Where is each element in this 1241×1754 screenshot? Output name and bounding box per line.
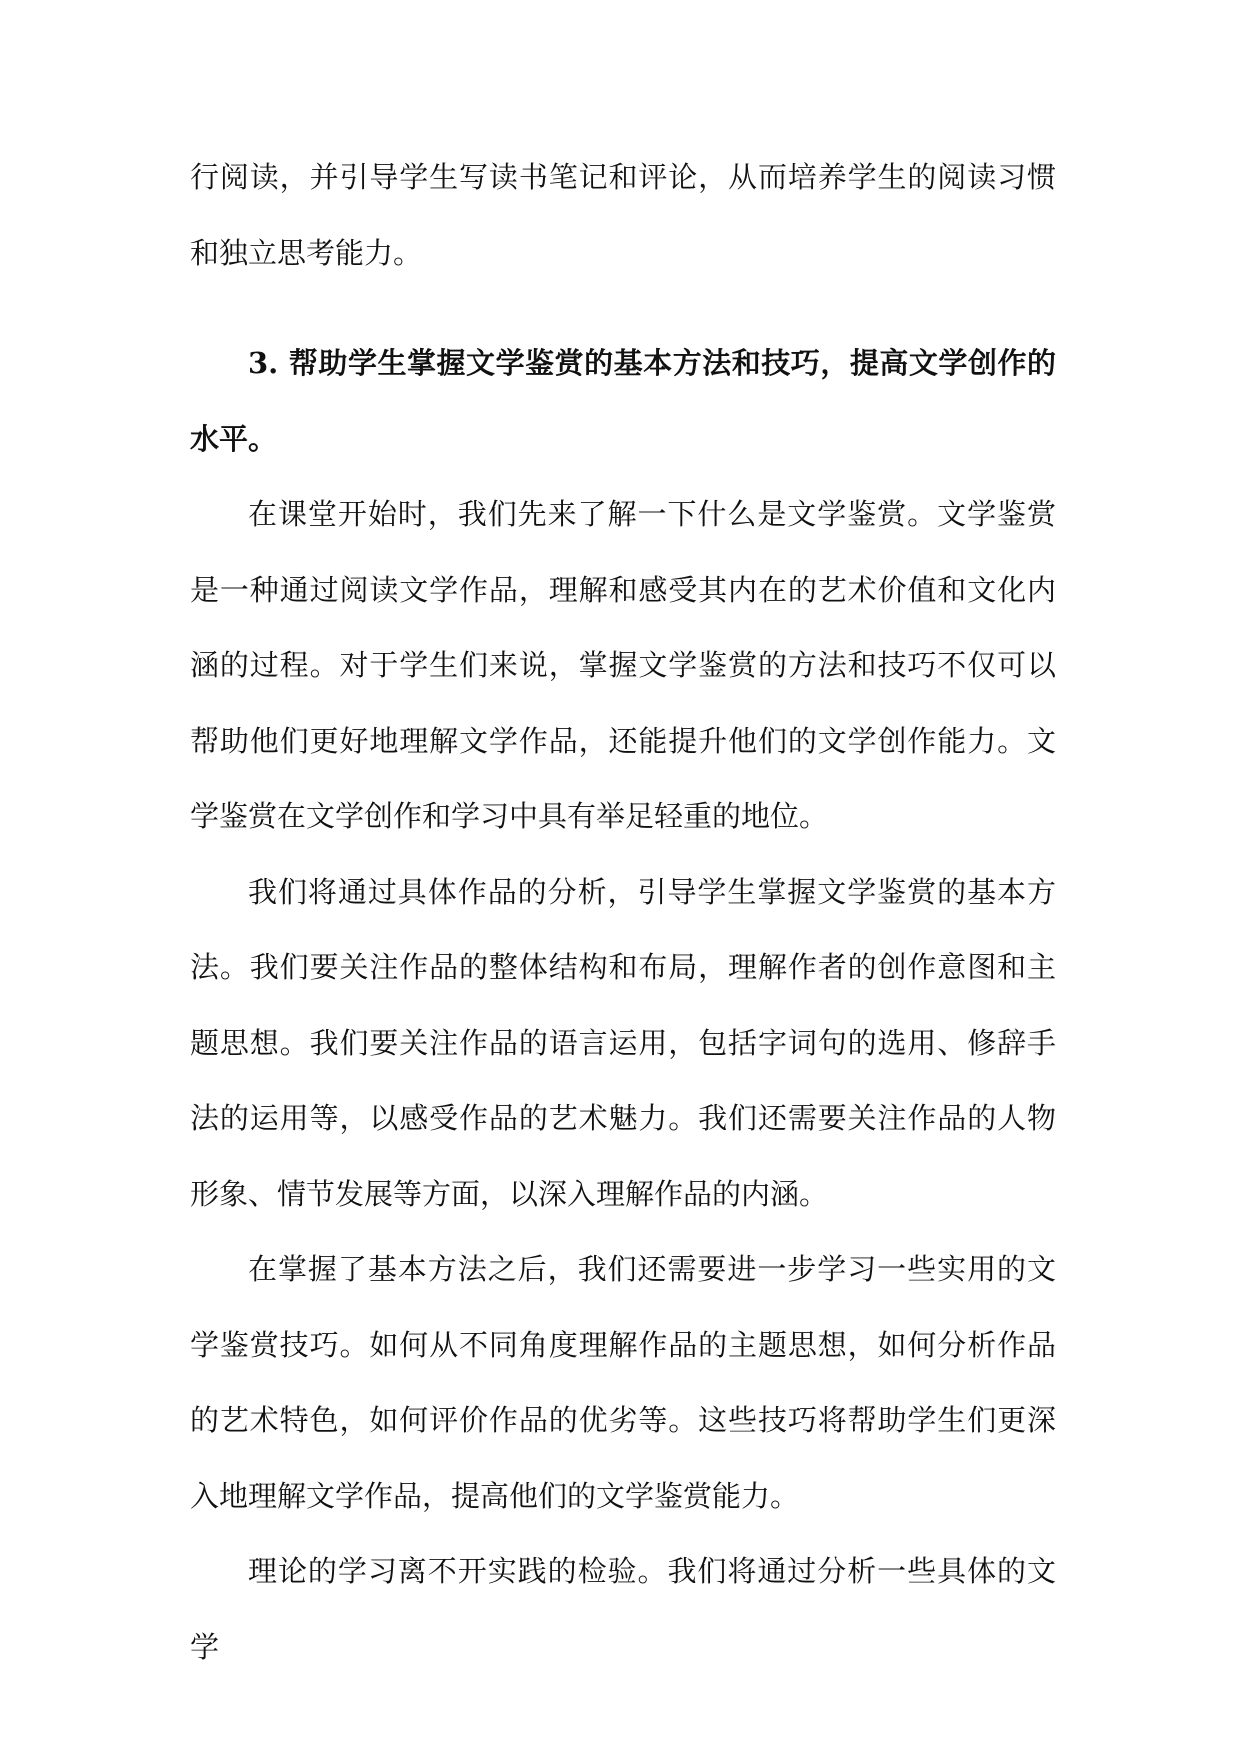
body-paragraph-1: 在课堂开始时，我们先来了解一下什么是文学鉴赏。文学鉴赏是一种通过阅读文学作品，理解和感受其内在的艺术价值和文化内涵的过程。对于学生们来说，掌握文学鉴赏的方法和技巧不仅可以帮助他们更好地理解文学作品，还能提升他们的文学创作能力。文学鉴赏在文学创作和学习中具有举足轻重的地位。 bbox=[190, 497, 1056, 833]
document-body bbox=[190, 140, 1056, 1685]
continued-paragraph: 行阅读，并引导学生写读书笔记和评论，从而培养学生的阅读习惯和独立思考能力。 bbox=[190, 160, 1056, 270]
section-heading: 3. 帮助学生掌握文学鉴赏的基本方法和技巧，提高文学创作的水平。 bbox=[190, 346, 1056, 456]
body-paragraph-3: 在掌握了基本方法之后，我们还需要进一步学习一些实用的文学鉴赏技巧。如何从不同角度理解作品的主题思想，如何分析作品的艺术特色，如何评价作品的优劣等。这些技巧将帮助学生们更深入地理解文学作品，提高他们的文学鉴赏能力。 bbox=[190, 1252, 1056, 1513]
body-paragraph-2: 我们将通过具体作品的分析，引导学生掌握文学鉴赏的基本方法。我们要关注作品的整体结构和布局，理解作者的创作意图和主题思想。我们要关注作品的语言运用，包括字词句的选用、修辞手法的运用等，以感受作品的艺术魅力。我们还需要关注作品的人物形象、情节发展等方面，以深入理解作品的内涵。 bbox=[190, 874, 1056, 1211]
body-paragraph-4: 理论的学习离不开实践的检验。我们将通过分析一些具体的文学 bbox=[190, 1554, 1056, 1664]
